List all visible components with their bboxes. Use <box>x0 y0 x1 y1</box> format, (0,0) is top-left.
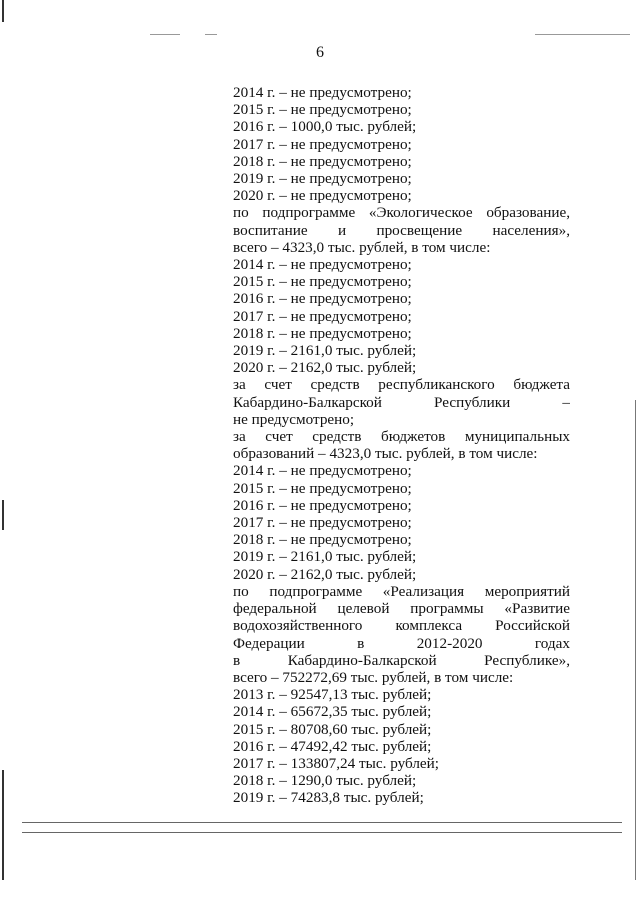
page-number: 6 <box>316 44 324 61</box>
text-line: 2019 г. – 2161,0 тыс. рублей; <box>233 548 417 566</box>
text-line: 2017 г. – 133807,24 тыс. рублей; <box>233 754 439 772</box>
scan-edge-left-top <box>2 0 4 22</box>
text-line: 2015 г. – не предусмотрено; <box>233 273 412 291</box>
text-line: 2017 г. – не предусмотрено; <box>233 307 412 325</box>
text-line: 2020 г. – 2162,0 тыс. рублей; <box>233 565 417 583</box>
text-line: Федерации в 2012-2020 годах <box>233 634 570 652</box>
text-line: 2013 г. – 92547,13 тыс. рублей; <box>233 686 432 704</box>
text-line: 2015 г. – 80708,60 тыс. рублей; <box>233 720 432 738</box>
scan-edge-right <box>635 400 636 880</box>
text-line: 2020 г. – 2162,0 тыс. рублей; <box>233 359 417 377</box>
text-line: 2017 г. – не предусмотрено; <box>233 514 412 532</box>
text-line: водохозяйственного комплекса Российской <box>233 617 570 635</box>
scan-edge-left-mid <box>2 500 4 530</box>
text-line: в Кабардино-Балкарской Республике», <box>233 651 570 669</box>
text-line: всего – 752272,69 тыс. рублей, в том числе: <box>233 668 514 686</box>
text-line: 2016 г. – 1000,0 тыс. рублей; <box>233 118 417 136</box>
text-line: не предусмотрено; <box>233 410 355 428</box>
text-line: 2014 г. – не предусмотрено; <box>233 256 412 274</box>
text-line: 2020 г. – не предусмотрено; <box>233 187 412 205</box>
scan-mark-top-left-2 <box>205 34 217 35</box>
text-line: образований – 4323,0 тыс. рублей, в том числе: <box>233 445 538 463</box>
text-line: 2014 г. – не предусмотрено; <box>233 462 412 480</box>
text-line: 2016 г. – не предусмотрено; <box>233 290 412 308</box>
text-line: всего – 4323,0 тыс. рублей, в том числе: <box>233 238 491 256</box>
text-line: 2014 г. – 65672,35 тыс. рублей; <box>233 703 432 721</box>
text-line: по подпрограмме «Экологическое образование, <box>233 204 570 222</box>
text-line: по подпрограмме «Реализация мероприятий <box>233 582 570 600</box>
text-line: 2019 г. – не предусмотрено; <box>233 170 412 188</box>
text-line: за счет средств бюджетов муниципальных <box>233 428 570 446</box>
text-line: 2018 г. – не предусмотрено; <box>233 152 412 170</box>
text-line: 2016 г. – 47492,42 тыс. рублей; <box>233 737 432 755</box>
text-line: 2014 г. – не предусмотрено; <box>233 84 412 101</box>
text-line: 2016 г. – не предусмотрено; <box>233 496 412 514</box>
text-line: за счет средств республиканского бюджета <box>233 376 570 394</box>
text-line: 2017 г. – не предусмотрено; <box>233 135 412 153</box>
scan-mark-top-right <box>535 34 630 35</box>
text-line: 2018 г. – не предусмотрено; <box>233 324 412 342</box>
text-line: 2015 г. – не предусмотрено; <box>233 101 412 119</box>
scan-line-bottom-2 <box>22 832 622 833</box>
scan-edge-left-bottom <box>2 770 4 880</box>
text-line: 2018 г. – не предусмотрено; <box>233 531 412 549</box>
text-line: федеральной целевой программы «Развитие <box>233 600 570 618</box>
text-line: воспитание и просвещение населения», <box>233 221 570 239</box>
text-line: Кабардино-Балкарской Республики – <box>233 393 570 411</box>
text-line: 2018 г. – 1290,0 тыс. рублей; <box>233 772 417 790</box>
text-line: 2019 г. – 2161,0 тыс. рублей; <box>233 342 417 360</box>
scan-line-bottom-1 <box>22 822 622 823</box>
scan-mark-top-left <box>150 34 180 35</box>
document-body <box>233 84 570 807</box>
text-line: 2019 г. – 74283,8 тыс. рублей; <box>233 789 424 807</box>
text-line: 2015 г. – не предусмотрено; <box>233 479 412 497</box>
